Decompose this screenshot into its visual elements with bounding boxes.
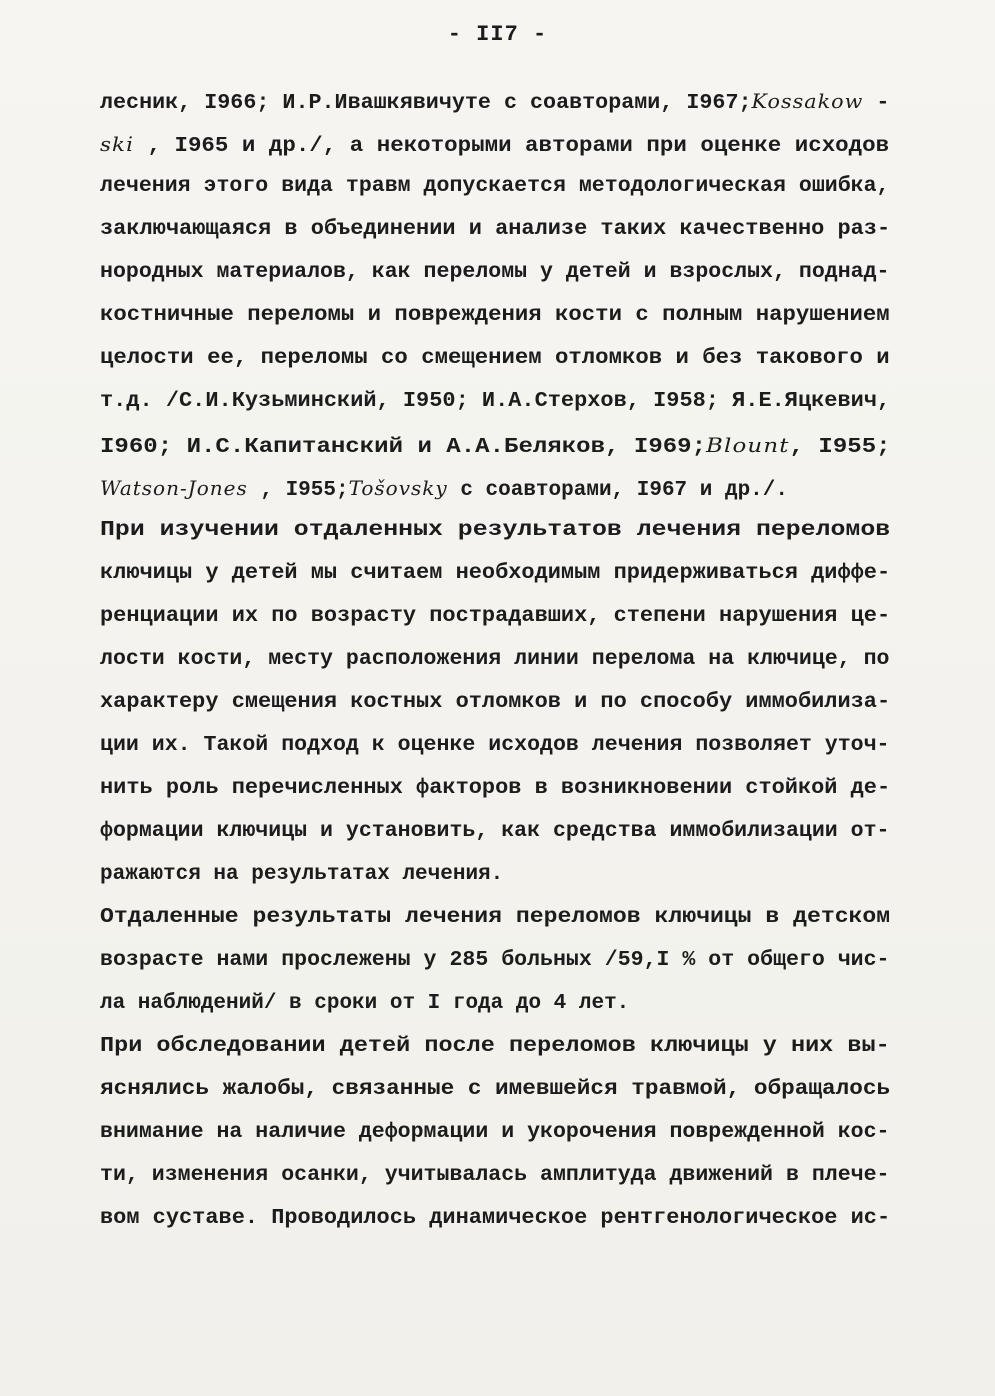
handwritten-name: ski: [100, 132, 135, 156]
text-line: [100, 645, 889, 675]
line-text: яснялись жалобы, связанные с имевшейся травмой, обращалось: [100, 1078, 891, 1101]
line-text: лечения этого вида травм допускается методологическая ошибка,: [100, 175, 890, 198]
line-text: , I965 и др./, а некоторыми авторами при оценке исходов: [134, 135, 890, 158]
text-line: [100, 774, 890, 804]
line-text: вом суставе. Проводилось динамическое рентгенологическое ис-: [100, 1207, 891, 1230]
text-line: [100, 1075, 890, 1105]
line-text: Отдаленные результаты лечения переломов ключицы в детском: [100, 906, 891, 929]
line-text: При обследовании детей после переломов ключицы у них вы-: [100, 1035, 890, 1058]
text-line: [100, 387, 890, 417]
line-text: лесник, I966; И.Р.Ивашкявичуте с соавторами, I967;: [100, 92, 752, 115]
text-line: [100, 430, 891, 463]
line-text: ла наблюдений/ в сроки от I года до 4 лет.: [100, 992, 630, 1015]
handwritten-name: Tošovsky: [348, 476, 448, 500]
text-line: [100, 946, 889, 976]
line-text: ции их. Такой подход к оценке исходов лечения позволяет уточ-: [100, 734, 890, 757]
line-text: ключицы у детей мы считаем необходимым придерживаться диффе-: [100, 562, 891, 585]
handwritten-name: Kossakow: [751, 89, 864, 113]
line-text: т.д. /С.И.Кузьминский, I950; И.А.Стерхов, I958; Я.Е.Яцкевич,: [100, 390, 891, 413]
line-text: нородных материалов, как переломы у детей и взрослых, поднад-: [100, 261, 890, 284]
line-text: костничные переломы и повреждения кости с полным нарушением: [100, 304, 890, 327]
text-line: [100, 903, 890, 933]
line-text: ренциации их по возрасту пострадавших, степени нарушения це-: [100, 605, 891, 628]
line-text: внимание на наличие деформации и укорочения поврежденной кос-: [100, 1121, 890, 1144]
line-text: лости кости, месту расположения линии перелома на ключице, по: [100, 648, 890, 671]
text-line: [100, 1161, 889, 1191]
text-line: [100, 817, 889, 847]
text-line: [100, 516, 890, 546]
line-text: нить роль перечисленных факторов в возникновении стойкой де-: [100, 777, 891, 800]
text-line: [100, 473, 788, 506]
line-text: возрасте нами прослежены у 285 больных /59,I % от общего чис-: [100, 949, 890, 972]
text-line: [100, 731, 889, 761]
text-line: [100, 688, 890, 718]
line-text: ражаются на результатах лечения.: [100, 863, 504, 886]
text-line: [100, 989, 629, 1019]
line-text: ти, изменения осанки, учитывалась амплитуда движений в плече-: [100, 1164, 890, 1187]
line-text: I960; И.С.Капитанский и А.А.Беляков, I969;: [100, 436, 707, 459]
text-line: [100, 172, 889, 202]
handwritten-name: Watson-Jones: [100, 476, 248, 500]
text-line: [100, 559, 890, 589]
text-line: [100, 258, 889, 288]
text-line: [100, 301, 890, 331]
line-text: При изучении отдаленных результатов лечения переломов: [100, 519, 891, 542]
handwritten-name: Blount: [706, 433, 790, 457]
line-text: с соавторами, I967 и др./.: [447, 479, 788, 502]
line-text: целости ее, переломы со смещением отломков и без такового и: [100, 347, 890, 370]
line-text: формации ключицы и установить, как средства иммобилизации от-: [100, 820, 890, 843]
page-number: - II7 -: [447, 22, 548, 47]
text-line: [100, 129, 889, 162]
text-line: [100, 860, 503, 890]
text-line: [100, 602, 890, 632]
text-line: [100, 86, 889, 119]
text-line: [100, 1032, 890, 1062]
text-line: [100, 1204, 890, 1234]
line-text: , I955;: [789, 436, 891, 459]
text-line: [100, 215, 890, 245]
line-text: , I955;: [247, 479, 349, 502]
text-line: [100, 1118, 889, 1148]
line-text: -: [863, 92, 890, 115]
line-text: заключающаяся в объединении и анализе таких качественно раз-: [100, 218, 891, 241]
line-text: характеру смещения костных отломков и по способу иммобилиза-: [100, 691, 891, 714]
text-line: [100, 344, 890, 374]
